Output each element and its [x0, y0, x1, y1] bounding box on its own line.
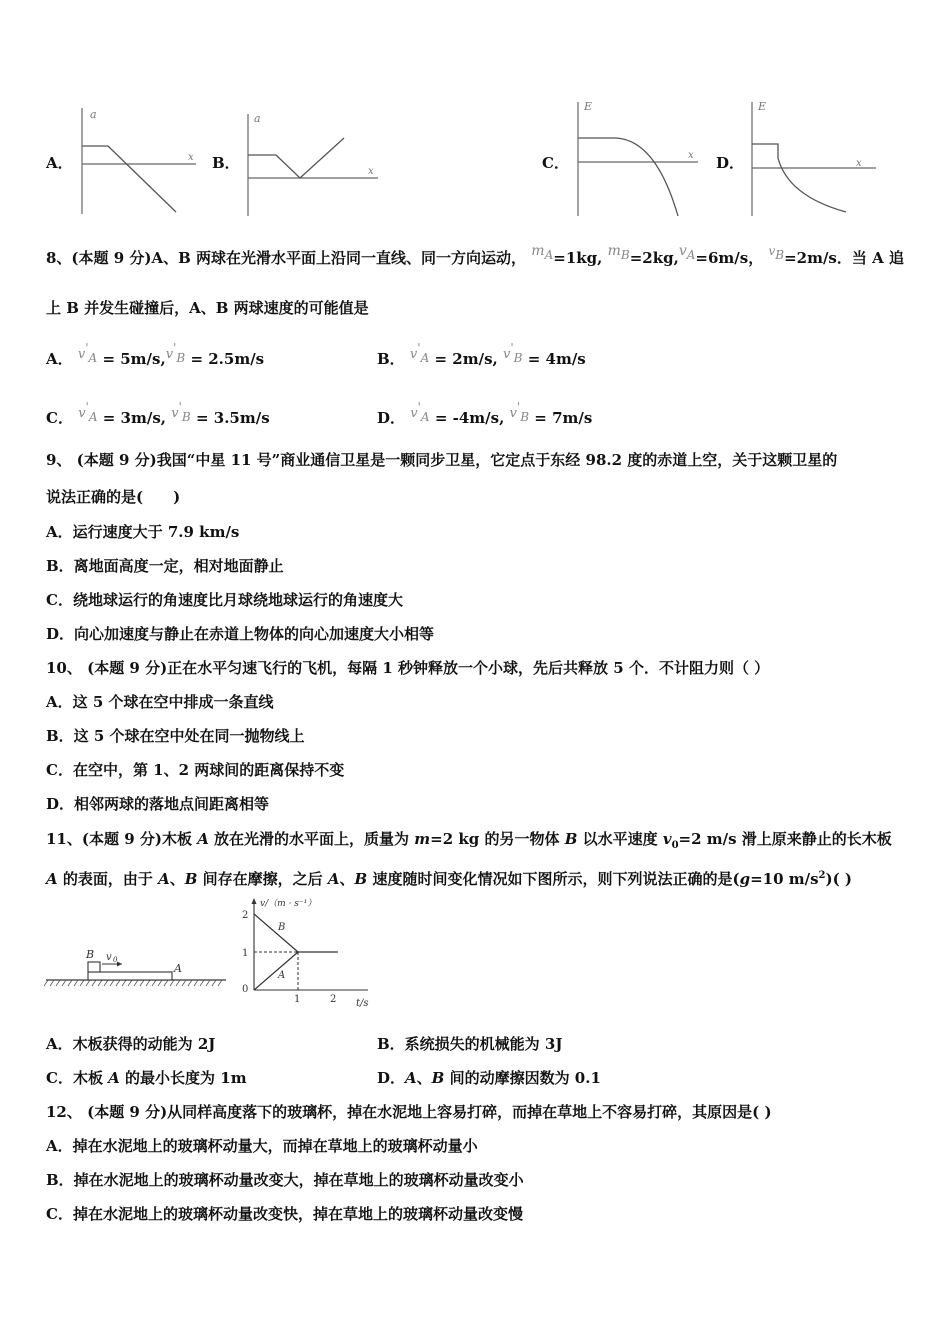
curve: [578, 138, 678, 216]
v-axis-label: v/（m · s⁻¹）: [260, 899, 317, 909]
q12-option-c: C．掉在水泥地上的玻璃杯动量改变快，掉在草地上的玻璃杯动量改变慢: [46, 1205, 523, 1223]
arrow-head: [117, 962, 122, 967]
q8-option-c: C． $v'_A = 3m/s$, $v'_B = 3.5m/s$: [46, 400, 270, 427]
q9-option-a: A．运行速度大于 7.9 km/s: [46, 523, 240, 541]
curve: [82, 146, 176, 212]
q7-graph-b: [236, 110, 386, 218]
q7-graph-c: [568, 98, 704, 218]
q11-option-c: C．木板 A 的最小长度为 1m: [46, 1069, 247, 1087]
q9-line-1: 9、 (本题 9 分)我国“中星 11 号”商业通信卫星是一颗同步卫星，它定点于东经 98.2 度的赤道上空，关于这颗卫星的: [46, 451, 838, 469]
axis-label-e: E: [758, 100, 767, 113]
q10-line-1: 10、 (本题 9 分)正在水平匀速飞行的飞机，每隔 1 秒钟释放一个小球，先后共释放 5 个．不计阻力则（ ）: [46, 659, 770, 677]
q11-vt-graph: [238, 894, 378, 1010]
axis-label-x: x: [688, 150, 694, 161]
block-b: [88, 962, 100, 972]
tick-v-2: 2: [242, 910, 249, 921]
q11-option-a: A．木板获得的动能为 2J: [46, 1035, 216, 1053]
q11-line-1: 11、(本题 9 分)木板 A 放在光滑的水平面上，质量为 m=2 kg 的另一物体 B 以水平速度 $v_0=2$ m/s 滑上原来静止的长木板: [46, 830, 892, 851]
q7-graph-d: [742, 98, 882, 218]
label-v0-sub: 0: [113, 956, 118, 964]
q8-option-d: D． $v'_A = -4m/s$, $v'_B = 7m/s$: [377, 400, 593, 427]
q8-option-b: B． $v'_A = 2m/s$, $v'_B = 4m/s$: [377, 341, 586, 368]
graph-label-a: A: [278, 970, 286, 981]
q11-board-figure: [44, 944, 228, 992]
q7-option-a-label: A．: [46, 154, 73, 172]
label-b: B: [86, 948, 95, 961]
q9-line-2: 说法正确的是( ): [46, 488, 181, 506]
axis-label-x: x: [368, 166, 374, 177]
ground-hatching: [44, 980, 222, 986]
label-v0: v: [106, 952, 112, 963]
line-a: [254, 952, 298, 990]
q12-option-b: B．掉在水泥地上的玻璃杯动量改变大，掉在草地上的玻璃杯动量改变小: [46, 1171, 524, 1189]
q7-graph-a: [70, 104, 200, 216]
q8-line-2: 上 B 并发生碰撞后，A、B 两球速度的可能值是: [46, 299, 369, 317]
q10-option-c: C．在空中，第 1、2 两球间的距离保持不变: [46, 761, 345, 779]
q12-option-a: A．掉在水泥地上的玻璃杯动量大，而掉在草地上的玻璃杯动量小: [46, 1137, 478, 1155]
q8-option-a: A． $v'_A = 5m/s,v'_B = 2.5m/s$: [46, 341, 265, 368]
q10-option-a: A．这 5 个球在空中排成一条直线: [46, 693, 274, 711]
graph-label-b: B: [278, 922, 286, 933]
v-axis-arrow: [252, 898, 257, 904]
curve: [248, 138, 344, 178]
axis-label-x: x: [188, 152, 194, 163]
tick-v-1: 1: [242, 948, 249, 959]
q10-option-d: D．相邻两球的落地点间距离相等: [46, 795, 270, 813]
tick-t-2: 2: [330, 994, 337, 1005]
q12-line-1: 12、 (本题 9 分)从同样高度落下的玻璃杯，掉在水泥地上容易打碎，而掉在草地上不容易打碎，其原因是( ): [46, 1103, 772, 1121]
axis-label-a: a: [254, 112, 261, 125]
q7-option-b-label: B．: [212, 154, 240, 172]
q11-option-d: D．A、B 间的动摩擦因数为 0.1: [377, 1069, 601, 1087]
q11-line-2: A 的表面，由于 A、B 间存在摩擦，之后 A、B 速度随时间变化情况如下图所示，则下列说法正确的是(g=10 $m/s^2$)( ): [46, 870, 853, 888]
board-a: [88, 972, 172, 980]
axis-label-a: a: [90, 108, 97, 121]
q9-option-d: D．向心加速度与静止在赤道上物体的向心加速度大小相等: [46, 625, 435, 643]
q7-option-d-label: D．: [716, 154, 745, 172]
tick-origin: 0: [242, 984, 249, 995]
q9-option-c: C．绕地球运行的角速度比月球绕地球运行的角速度大: [46, 591, 403, 609]
q11-option-b: B．系统损失的机械能为 3J: [377, 1035, 563, 1053]
q8-line-1: 8、(本题 9 分)A、B 两球在光滑水平面上沿同一直线、同一方向运动， $m_A=1kg$, $m_B=2kg,v_A=6m/s$， $v_B=2m/s$．当 A 追: [46, 243, 904, 267]
t-axis-label: t/s: [356, 998, 369, 1009]
tick-t-1: 1: [294, 994, 301, 1005]
label-a: A: [174, 962, 182, 975]
q10-option-b: B．这 5 个球在空中处在同一抛物线上: [46, 727, 305, 745]
q9-option-b: B．离地面高度一定，相对地面静止: [46, 557, 284, 575]
q7-option-c-label: C．: [542, 154, 569, 172]
axis-label-x: x: [856, 158, 862, 169]
line-b: [254, 914, 298, 952]
curve: [752, 144, 846, 212]
axis-label-e: E: [584, 100, 593, 113]
